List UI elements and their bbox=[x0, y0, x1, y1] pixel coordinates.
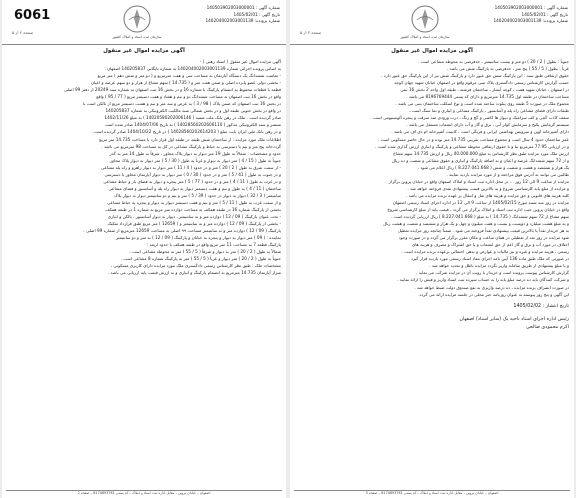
notice-line: منتشر و سند الکترونیکی مذکور ( 14028560202606110 ) به تاریخ 1404/07/06 صادر شده است bbox=[104, 122, 281, 128]
notice-body bbox=[295, 47, 569, 486]
page-footer: اصفهان – خیابان پروین – مقابل اداره ثبت اسناد و املاک – کد پستی 8174693761 – صفحه 2 bbox=[6, 490, 282, 496]
notice-line: حقوق ارتفاقی طبق سند : این پارکینگ شش حق عبور دارد و پارکینگ شش نیز از این پارکینگ حق عبور دارد . bbox=[381, 73, 569, 79]
notice-line: مزایده از ساعت 9 الی 12 روز ... در محل اداره ثبت اسناد و املاک اصفهان واقع در خیابان پروین برگزار bbox=[388, 178, 569, 184]
notice-line: در واقع در بخش جنوبی طبقه اول و در بخش شمالی سند مالکیت الکترونیکی به شماره 140205837 bbox=[105, 108, 281, 114]
notice-line: غرباً : بطول ( 5 / 55 ) پنج متر ، حدفرضی به پارکینگ شش می باشد . bbox=[446, 66, 569, 72]
meta-notice-date: تاریخ آگهی : 1405/02/01 bbox=[521, 11, 568, 17]
notice-line: پارکینگ قطعه 7 به مساحت 11 متر مربع واقع در طبقه همکف با حدود اربعه : bbox=[146, 242, 281, 248]
notice-line: و از سمت غرب به طول ( 11 / 5 ) متر و نیم و هفت دسیمتر دیوار به دیوار و پنجره به حیاط مشاعی bbox=[107, 199, 281, 205]
notice-line: متراژ آپارتمان 14.735 مترمربع به انضمام پارکینگ و انباری و به ارزش قیمت پایه ارزیابی می باشد . bbox=[107, 270, 281, 276]
page-footer: اصفهان – خیابان پروین – مقابل اداره ثبت اسناد و املاک – کد پستی 8174693761 – صفحه 3 bbox=[294, 490, 570, 496]
notice-line: جنوباً : بطول ( 2 / 20 ) دو متر و بیست سانتیمتر ، حدفرضی به محوطه مشاعی است . bbox=[417, 59, 569, 64]
notice-line: در بخش 16 ثبت اصفهان که ضمن پلاک ( 98 / 3 ) به عرض و سه متر و نیم و هشت دسیمتر مربع از بالکن است با bbox=[83, 101, 281, 107]
notice-line: سهم مشاع از 72 سهم ششدانگ ( 14.735 ) به مبلغ ( 8.227.041.668 ) ریال ارزیابی گردیده است . bbox=[390, 214, 569, 220]
notice-line: نماینده : ( 09 ) متر دیوار به دیوار و پنجره به خیابان و پارکینگ ( 09 / 12 ) نه متر و دو سانتیمتر bbox=[115, 235, 281, 241]
meta-notice-number: شماره آگهی : 140503902003000001 bbox=[494, 5, 568, 10]
notice-line: طبقات دارای فضای مشاعی راه پله و آسانسور ، پارکینگ مشاعی و انباری و نما سنگ است ، bbox=[409, 108, 569, 114]
notice-line: حسب گزارش کارشناس رسمی دادگستری پلاک ثبتی مرقوم واقع در اصفهان خیابان شهید جهان کوچه bbox=[394, 80, 569, 86]
notice-line: و در رهن بانک ملی ایران بابت مبلغ ( 14028560202614203 ) در تاریخ 1404/10/22 صادر گردیده است . bbox=[91, 129, 281, 135]
notice-paragraph bbox=[7, 58, 281, 276]
notice-line: یک هزار و ششصد و هشت و شصت و شش ( 8.227.041.668 ) ریال اعلام می شود . bbox=[417, 164, 569, 170]
notice-line: قطعه با قطعات محفوظ به انضمام پارکینگ با شماره 16 و در بخش 16 ثبت اصفهان به شماره سند 20249 از دفتر 99 اصلی bbox=[64, 87, 281, 93]
notice-line: رسمی ، هزینه مزایده و غیره و نیز مالیات و عوارض و بدهی احتمالی برعهده برنده مزایده است . bbox=[401, 249, 569, 255]
notice-page-left bbox=[2, 0, 286, 498]
notice-line: جنوباً به طول ( 15 / 4 ) متر دیوار به دیوار و غرباً به طول ( 30 / 5 ) متر دیوار به دیوار پلاک مجاور bbox=[110, 157, 281, 163]
notice-line: طالبین می توانند به آدرس فوق مراجعه و از مورد مزایده بازدید نمایند . bbox=[446, 171, 569, 177]
notice-line: و در جنوب به طول ( 41 / 5 ) متر و در حدود ( 30 / 0 ) متر دیوار به دیوار آپارتمان مجاور با دسترسی bbox=[104, 171, 281, 177]
notice-line: اطلاعات ملک مورد مزایده : از ساختمان شش طبقه در طبقه اول قرار دارد با مساحت 14.735 متر مربع bbox=[99, 136, 281, 142]
notice-line: اختلاف در مورد آب و برق و گاز اعم از حق انشعاب و یا حق اشتراک و مصرف و هزینه های bbox=[411, 242, 569, 248]
meta-notice-number: شماره آگهی : 140503902003000001 bbox=[206, 5, 280, 10]
notice-line: سیستم گرمایش پکیج و سرمایش کولر آبی ، برق و گاز و آب دارای انشعاب مستقل می باشد . bbox=[406, 122, 569, 128]
notice-line: و در غرب به طول ( 11 / 4 ) متر و در حدود ( 77 / 5 ) متر پنجره و دیوار به فضای باز و حیاط مشاعی bbox=[103, 178, 281, 184]
notice-line: در صورت انصراف برنده مزایده ، ده درصد واریزی به نفع صندوق دولت ضبط خواهد شد . bbox=[414, 284, 569, 290]
notice-line: - تمامیت ششدانگ یک دستگاه آپارتمان به مساحت سی و هفت مترمربع و ( دو متر و شش دهم ) متر مربع bbox=[97, 73, 281, 79]
notice-line: گرددخانه پنج متر و نیم با دسترسی به حیاط و پارکینگ مشاعی در کل به مساحت 98 مترمربع می باشد . bbox=[101, 143, 281, 149]
page-header bbox=[290, 0, 574, 45]
notice-line: عمر ساختمان حدود 4 سال است و مجموع مساحت تقریبی 14.735 متر بوده و در حال حاضر مسکونی است . bbox=[377, 136, 569, 142]
notice-line: جنوباً به طول ( 2 / 20 ) متر دیوار و غرباً ( 5 / 55 ) متر به پارکینگ شماره 8 مشاعی است . bbox=[120, 256, 281, 262]
page-number: صفحه ۳ از ۵ bbox=[300, 30, 322, 35]
notice-line: مجموع ملک در صورت 5 طبقه روی پیلوت ساخته شده است و نوع اسکلت ساختمان بتنی می باشد . bbox=[395, 101, 569, 107]
notice-line: و به مبلغ هشت میلیارد و دویست و بیست و هفت میلیون و چهل و یک هزار و ششصد و شصت و هشت ریال bbox=[383, 221, 569, 227]
meta-case-number: شماره پرونده: 140204002003001139 bbox=[493, 18, 568, 23]
emblem-caption: سازمان ثبت اسناد و املاک کشور bbox=[400, 35, 450, 39]
notice-line: دارای آشپزخانه اوپن و سرویس بهداشتی ایرانی و فرنگی است ، کابینت آشپزخانه ام دی اف می باشد . bbox=[391, 129, 569, 135]
notice-line: شمالاً به طول ( 2 / 20 ) متر به دیوار و شرقاً ( 5 / 55 ) متر به محوطه مشاعی است ، bbox=[129, 249, 281, 255]
notice-line: آگهی مزایده اموال غیر منقول ( اسناد رهنی ) - bbox=[199, 59, 281, 64]
page-header bbox=[2, 0, 286, 45]
notice-line: صادر گردیده است . ملک در رهن بانک ملت شعبه ( 14020580202006146 ) به مبلغ 1402/11/26 bbox=[104, 115, 281, 121]
notice-line: گزارش کارشناس پیوست پرونده است و خریدار با رویت آن در مزایده شرکت می نماید . bbox=[416, 270, 569, 276]
notice-line: شود مزایده در روز بعد از تعطیلی در همان ساعت و مکان مقرر برگزار می گردد و در صورت وجود bbox=[398, 235, 569, 241]
notice-line: مزایده در روز سه شنبه مورخ 1405/02/15 از ساعت 9 الی 12 در اداره اجرای اسناد رسمی اصفهان bbox=[392, 199, 569, 205]
notice-line: کلیه هزینه های قانونی و حق مزایده و هزینه های نقل و انتقال بر عهده برنده مزایده می باشد . bbox=[405, 192, 569, 198]
notice-paragraph bbox=[295, 58, 569, 291]
notice-line: در اصفهان ، خیابان شهید همت ، کوچه آبشار ، ساختمان فرشته ، طبقه اول واحد 2 بخش 16 ثبتی bbox=[400, 87, 569, 93]
meta-case-number: شماره پرونده: 140204002003001139 bbox=[205, 18, 280, 23]
document-number: 6061 bbox=[14, 8, 51, 23]
notice-line: و یا مبلغ پیشنهادی از طریق سامانه واریز نگردد مزایده باطل و تجدید خواهد شد . bbox=[429, 263, 569, 269]
notice-line: سقف کاذب گچی و کف سرامیک و دیوار ها کاشی و گچ و رنگ ، درب ورودی ضد سرقت و پنجره آلومینیومی است . bbox=[370, 115, 569, 121]
notice-page-right bbox=[290, 0, 574, 498]
notice-line: و در ارزیابی 77.95 مترمربع بنا و با حقوق ارتفاقی محوطه مشاعی و پارکینگ و انباری ارزش گذاری شده است . bbox=[374, 143, 569, 149]
notice-line: - از سمت شرق به طول ( 2 / 20 ) متر و در حدود ( 4 / 11 ) متر دیوار به دیوار راهرو و راه پله مشاعی bbox=[100, 164, 281, 170]
notice-line: ارزش ملک مورد مزایده طبق نظر کارشناس به مبلغ 40،000،000 ریال و ارزش 14.735 سهم مشاع bbox=[393, 150, 569, 156]
notice-meta bbox=[493, 5, 568, 25]
notice-line: - بخشی از پارکینگ ( 09 / 12 ) دوازده متر و نه سانتیمتر و ( 12659 ) متر مربع طبق قرارداد تفکیک bbox=[107, 221, 281, 227]
notice-line: حدود و مشخصات : شمالاً به طول 19 متر دیوار به دیوار پلاک مجاور ، شرقاً به طول 14 متر به گذر bbox=[109, 150, 281, 156]
notice-line: واقع در بخش 16 ثبت اصفهان به مساحت ششدانگ دو و نیم و هفتاد و هفت دسیمتر مربع ( 77 / 95 ) واقع bbox=[96, 94, 281, 100]
notice-body bbox=[7, 47, 281, 486]
emblem-caption: سازمان ثبت اسناد و املاک کشور bbox=[112, 35, 162, 39]
notice-line: مشخصات ملک : طبق نظر کارشناس رسمی دادگستری ملک مورد مزایده دارای کاربری مسکونی ، bbox=[110, 263, 281, 269]
notice-line: پارکینگ ( 09 / 12 ) دوازده متر و نه سانتیمتر مساحت ۹۹ اصلی به مساحت 12659 مترمربع از شماره 99 اصلی . bbox=[83, 228, 281, 234]
notice-title: آگهی مزایده اموال غیر منقول bbox=[103, 48, 185, 54]
notice-line: - تحت عنوان پارکینگ ( 09 / 12 ) دوازده متر و نه سانتیمتر ، دیوار به دیوار آسانسور ، بالکن و انباری bbox=[107, 214, 281, 220]
notice-line: به اساس پرونده اجرائی شماره 140204002003001139 به شماره بایگانی 140205837 اصفهان : bbox=[104, 66, 281, 72]
notice-line: بخشی از پارکینگ شماره 16 در طبقه همکف به مساحت دوازده متر مربع به شماره 1 در طبقه همکف bbox=[105, 206, 281, 212]
signatory-title: رئیس اداره اجرای اسناد ناحیه یک (سایر اسناد) اصفهان bbox=[459, 316, 569, 322]
notice-line: و شرکت کنندگان باید ده درصد مبلغ پایه را به حساب سپرده ثبت اسناد واریز و فیش را ارائه نمایند . bbox=[396, 277, 569, 283]
emblem-icon bbox=[122, 4, 152, 34]
publish-date: تاریخ انتشار : 1405/02/02 bbox=[513, 303, 569, 309]
emblem-icon bbox=[410, 4, 440, 34]
closing-note: این آگهی و پنج روز پیوسته به عنوان روزنامه خبر محلی در جلسه مزایده ارائه می گردد. bbox=[418, 291, 569, 297]
meta-notice-date: تاریخ آگهی : 1405/02/01 bbox=[233, 11, 280, 17]
notice-line: مساحت ساختمان در طبقه اول 14.735 مترمربع و دارای کد پستی 8196769444 می باشد . bbox=[406, 94, 569, 100]
signatory-name: اکرم محمودی صالحی bbox=[525, 324, 569, 330]
notice-line: واقع در خیابان پروین جنب اداره ثبت اسناد و املاک برگزار می گردد ، قیمت پایه از مبلغ کارشناسی شروع bbox=[387, 206, 569, 212]
notice-line: به هر خریدار نقداً یا بالاترین قیمت پیشنهادی نقداً فروخته می شود . ضمناً چنانچه روز مزایده تعطیل bbox=[397, 228, 569, 234]
notice-line: و از 72 سهم ششدانگ عرصه و اعیان و به اضافه پارکینگ و انباری و حقوق مشاعی و شصت و ده ریال bbox=[391, 157, 569, 163]
notice-title: آگهی مزایده اموال غیر منقول bbox=[391, 48, 473, 54]
notice-line: سانتیمتر ( 3 / 32 ) دیوار به دیوار در حدود ( 39 / 5 ) متر و نیم و دو سانتیمتر دیوار به دیوار پلاک bbox=[114, 192, 281, 198]
notice-line: در صورتی که ملک طبق ماده 136 آیین نامه اجرای مفاد اسناد رسمی مورد بازدید قرار گیرد bbox=[410, 256, 569, 262]
notice-line: و مزایده از مبلغ پایه کارشناسی شروع و به بالاترین قیمت پیشنهادی نقدی فروخته خواهد شد . bbox=[407, 185, 569, 191]
page-number: صفحه ۲ از ۵ bbox=[12, 30, 34, 35]
notice-meta bbox=[205, 5, 280, 25]
notice-line: ساختمان ( 11 / 4 ) به طول و نیم و هفت دسیمتر دیوار به دیوار راه پله و آسانسور و فضای مشاعی bbox=[108, 185, 281, 191]
notice-line: - بخشی دولی عضو پانزده اصلی و ضمن هفت متر و ( 14.735 ) سهم مشاع از هزار و دو سهم عرصه و اعیان bbox=[90, 80, 281, 86]
